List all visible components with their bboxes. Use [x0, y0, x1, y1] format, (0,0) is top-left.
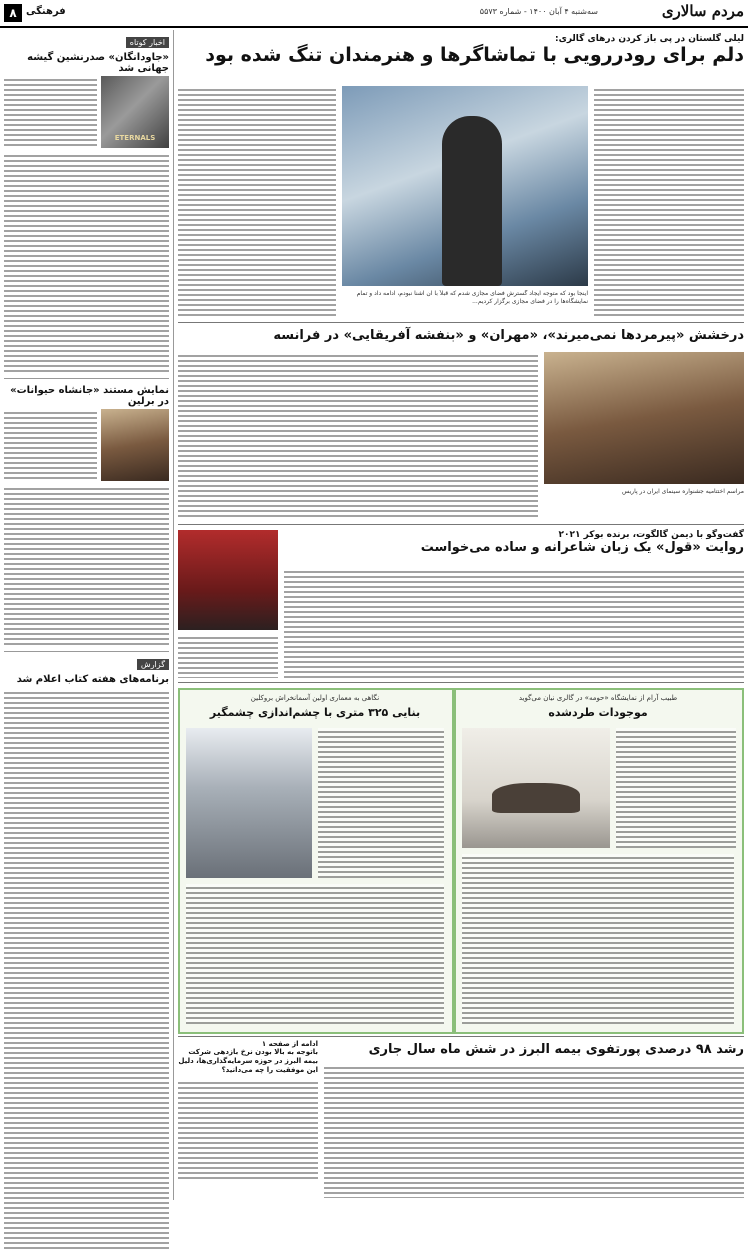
box-right-title: موجودات طردشده: [548, 706, 648, 719]
bottom-title: رشد ۹۸ درصدی پورتفوی بیمه البرز در شش ماه سال جاری: [368, 1042, 744, 1057]
side-block1-text: [4, 76, 97, 148]
box-left-text-bottom: [186, 884, 444, 1024]
story2-body: [178, 352, 538, 518]
story3-kicker: گفت‌وگو با دیمن گالگوت، برنده بوکر ۲۰۲۱: [558, 530, 744, 540]
story3-body: [284, 568, 744, 678]
box-right-tagline: طبیب آرام از نمایشگاه «حومه» در گالری نیان می‌گوید: [518, 694, 678, 702]
box-gallery: [454, 688, 744, 1034]
box-left-text-top: [318, 728, 444, 878]
side-block3-title: برنامه‌های هفته کتاب اعلام شد: [16, 674, 169, 685]
side-block2-text: [4, 409, 97, 481]
issue-meta: سه‌شنبه ۴ آبان ۱۴۰۰ - شماره ۵۵۷۳: [479, 7, 598, 16]
skyscraper-photo: [186, 728, 312, 878]
lead-caption: اینجا بود که متوجه ایجاد گسترش فضای مجازی شدم که قبلاً با آن آشنا نبودم، ادامه داد و تمام نمایشگاه‌ها را در فضای مجازی برگزار کردیم...: [356, 290, 588, 305]
lead-col-left: [178, 86, 336, 316]
lead-kicker: لیلی گلستان در پی باز کردن درهای گالری:: [554, 34, 744, 44]
poster-text: ETERNALS: [114, 134, 156, 142]
documentary-photo: [101, 409, 169, 481]
side-block1-body: [4, 152, 169, 372]
page-number-badge: ۸: [4, 4, 22, 22]
story2-photo: [544, 352, 744, 484]
side-column: [4, 30, 174, 1200]
side-block3-body: [4, 689, 169, 1249]
bottom-left-sub: باتوجه به بالا بودن نرخ بازدهی شرکت بیمه البرز در حوزه سرمایه‌گذاری‌ها، دلیل این موفقیت را چه می‌دانید؟: [178, 1048, 318, 1074]
portrait-figure: [442, 116, 502, 286]
lead-col-right: [594, 86, 744, 316]
story2-caption: مراسم اختتامیه جشنواره سینمای ایران در پاریس: [621, 488, 744, 495]
side-block2-body: [4, 485, 169, 645]
box-right-text-bottom: [462, 854, 734, 1024]
box-left-title: بنایی ۳۲۵ متری با چشم‌اندازی چشمگیر: [209, 706, 421, 719]
newspaper-logo: مردم سالاری: [661, 2, 744, 20]
box-left-tagline: نگاهی به معماری اولین آسمانخراش بروکلین: [250, 694, 380, 702]
sculpture-shape: [492, 783, 580, 813]
side-block2-title: نمایش مستند «جانشاه حیوانات» در برلین: [10, 385, 169, 407]
eternals-poster: [101, 76, 169, 148]
box-right-text-top: [616, 728, 736, 848]
sculpture-photo: [462, 728, 610, 848]
story3-photo-text: [178, 634, 278, 678]
lead-photo: [342, 86, 588, 286]
side-block1-head: اخبار کوتاه: [126, 37, 169, 48]
story3-photo: [178, 530, 278, 630]
side-block3-head: گزارش: [137, 659, 169, 670]
bottom-left-body: [178, 1079, 318, 1179]
story2-title: درخشش «پیرمردها نمی‌میرند»، «مهران» و «بنفشه آفریقایی» در فرانسه: [273, 328, 744, 343]
side-block1-title: «جاودانگان» صدرنشین گیشه جهانی شد: [27, 52, 169, 74]
bottom-left-col: [178, 1040, 318, 1179]
bottom-body: [324, 1064, 744, 1198]
story3-title: روایت «قول» یک زبان شاعرانه و ساده می‌خواست: [420, 540, 744, 555]
masthead: [0, 0, 748, 28]
lead-title: دلم برای رودررویی با تماشاگرها و هنرمندان تنگ شده بود: [205, 44, 744, 66]
main-area: [178, 30, 744, 1200]
bottom-left-title: ادامه از صفحه ۱: [261, 1040, 318, 1048]
section-label: فرهنگی: [26, 6, 66, 17]
box-skyscraper: [178, 688, 454, 1034]
